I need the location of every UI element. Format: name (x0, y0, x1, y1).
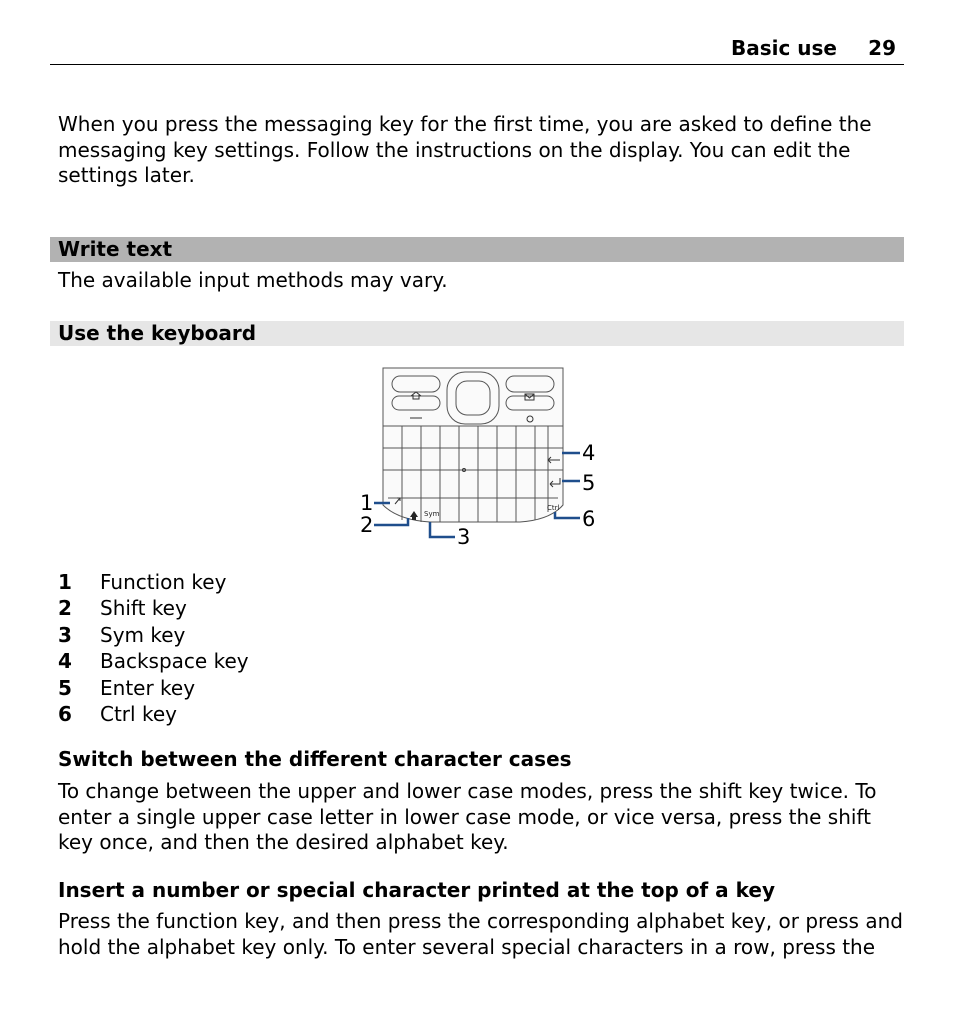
legend-item (58, 622, 458, 648)
section-band-use-keyboard (50, 321, 904, 346)
legend-item (58, 569, 458, 595)
legend-label: Function key (100, 570, 227, 594)
header-section-title: Basic use (730, 36, 837, 60)
section-band-write-text (50, 237, 904, 262)
callout-1: 1 (360, 491, 374, 515)
section-heading-use-keyboard: Use the keyboard (58, 321, 257, 345)
legend-item (58, 648, 458, 674)
callout-line-6 (555, 512, 580, 518)
legend-number: 5 (58, 675, 72, 700)
switch-cases-paragraph: To change between the upper and lower case modes, press the shift key twice. To enter a single upper case letter in lower case mode, or vice versa, press the shift key once, and then the desired alphabet key. (58, 779, 877, 854)
intro-paragraph: When you press the messaging key for the first time, you are asked to define the messaging key settings. Follow the instructions on the display. You can edit the settings later. (58, 112, 872, 187)
insert-number-paragraph: Press the function key, and then press the corresponding alphabet key, or press and hold the alphabet key only. To enter several special characters in a row, press the (58, 909, 903, 959)
callout-6: 6 (582, 507, 596, 531)
ctrl-key-label: Ctrl (547, 504, 560, 512)
legend-label: Ctrl key (100, 701, 177, 726)
legend-item (58, 675, 458, 701)
callout-line-2 (374, 518, 408, 525)
legend-number: 3 (58, 622, 72, 647)
legend-item (58, 595, 458, 621)
subheading-switch-cases: Switch between the different character cases (58, 747, 572, 771)
callout-2: 2 (360, 513, 374, 537)
sym-key-label: Sym (424, 510, 440, 518)
legend-item (58, 701, 458, 727)
callout-3: 3 (457, 525, 471, 549)
callout-line-3 (430, 522, 455, 537)
legend-label: Backspace key (100, 649, 249, 674)
callout-4: 4 (582, 441, 596, 465)
keyboard-illustration (350, 360, 610, 555)
write-text-paragraph: The available input methods may vary. (58, 268, 448, 292)
legend-number: 4 (58, 649, 72, 674)
legend-number: 6 (58, 701, 72, 726)
page-header (50, 36, 904, 65)
page-number: 29 (868, 36, 896, 60)
callout-5: 5 (582, 471, 596, 495)
legend-label: Shift key (100, 596, 187, 621)
legend-label: Sym key (100, 622, 186, 647)
section-heading-write-text: Write text (58, 237, 173, 261)
legend-number: 1 (58, 570, 72, 594)
legend-label: Enter key (100, 675, 196, 700)
subheading-insert-number: Insert a number or special character printed at the top of a key (58, 878, 775, 902)
key-legend (58, 569, 458, 727)
legend-number: 2 (58, 596, 72, 621)
